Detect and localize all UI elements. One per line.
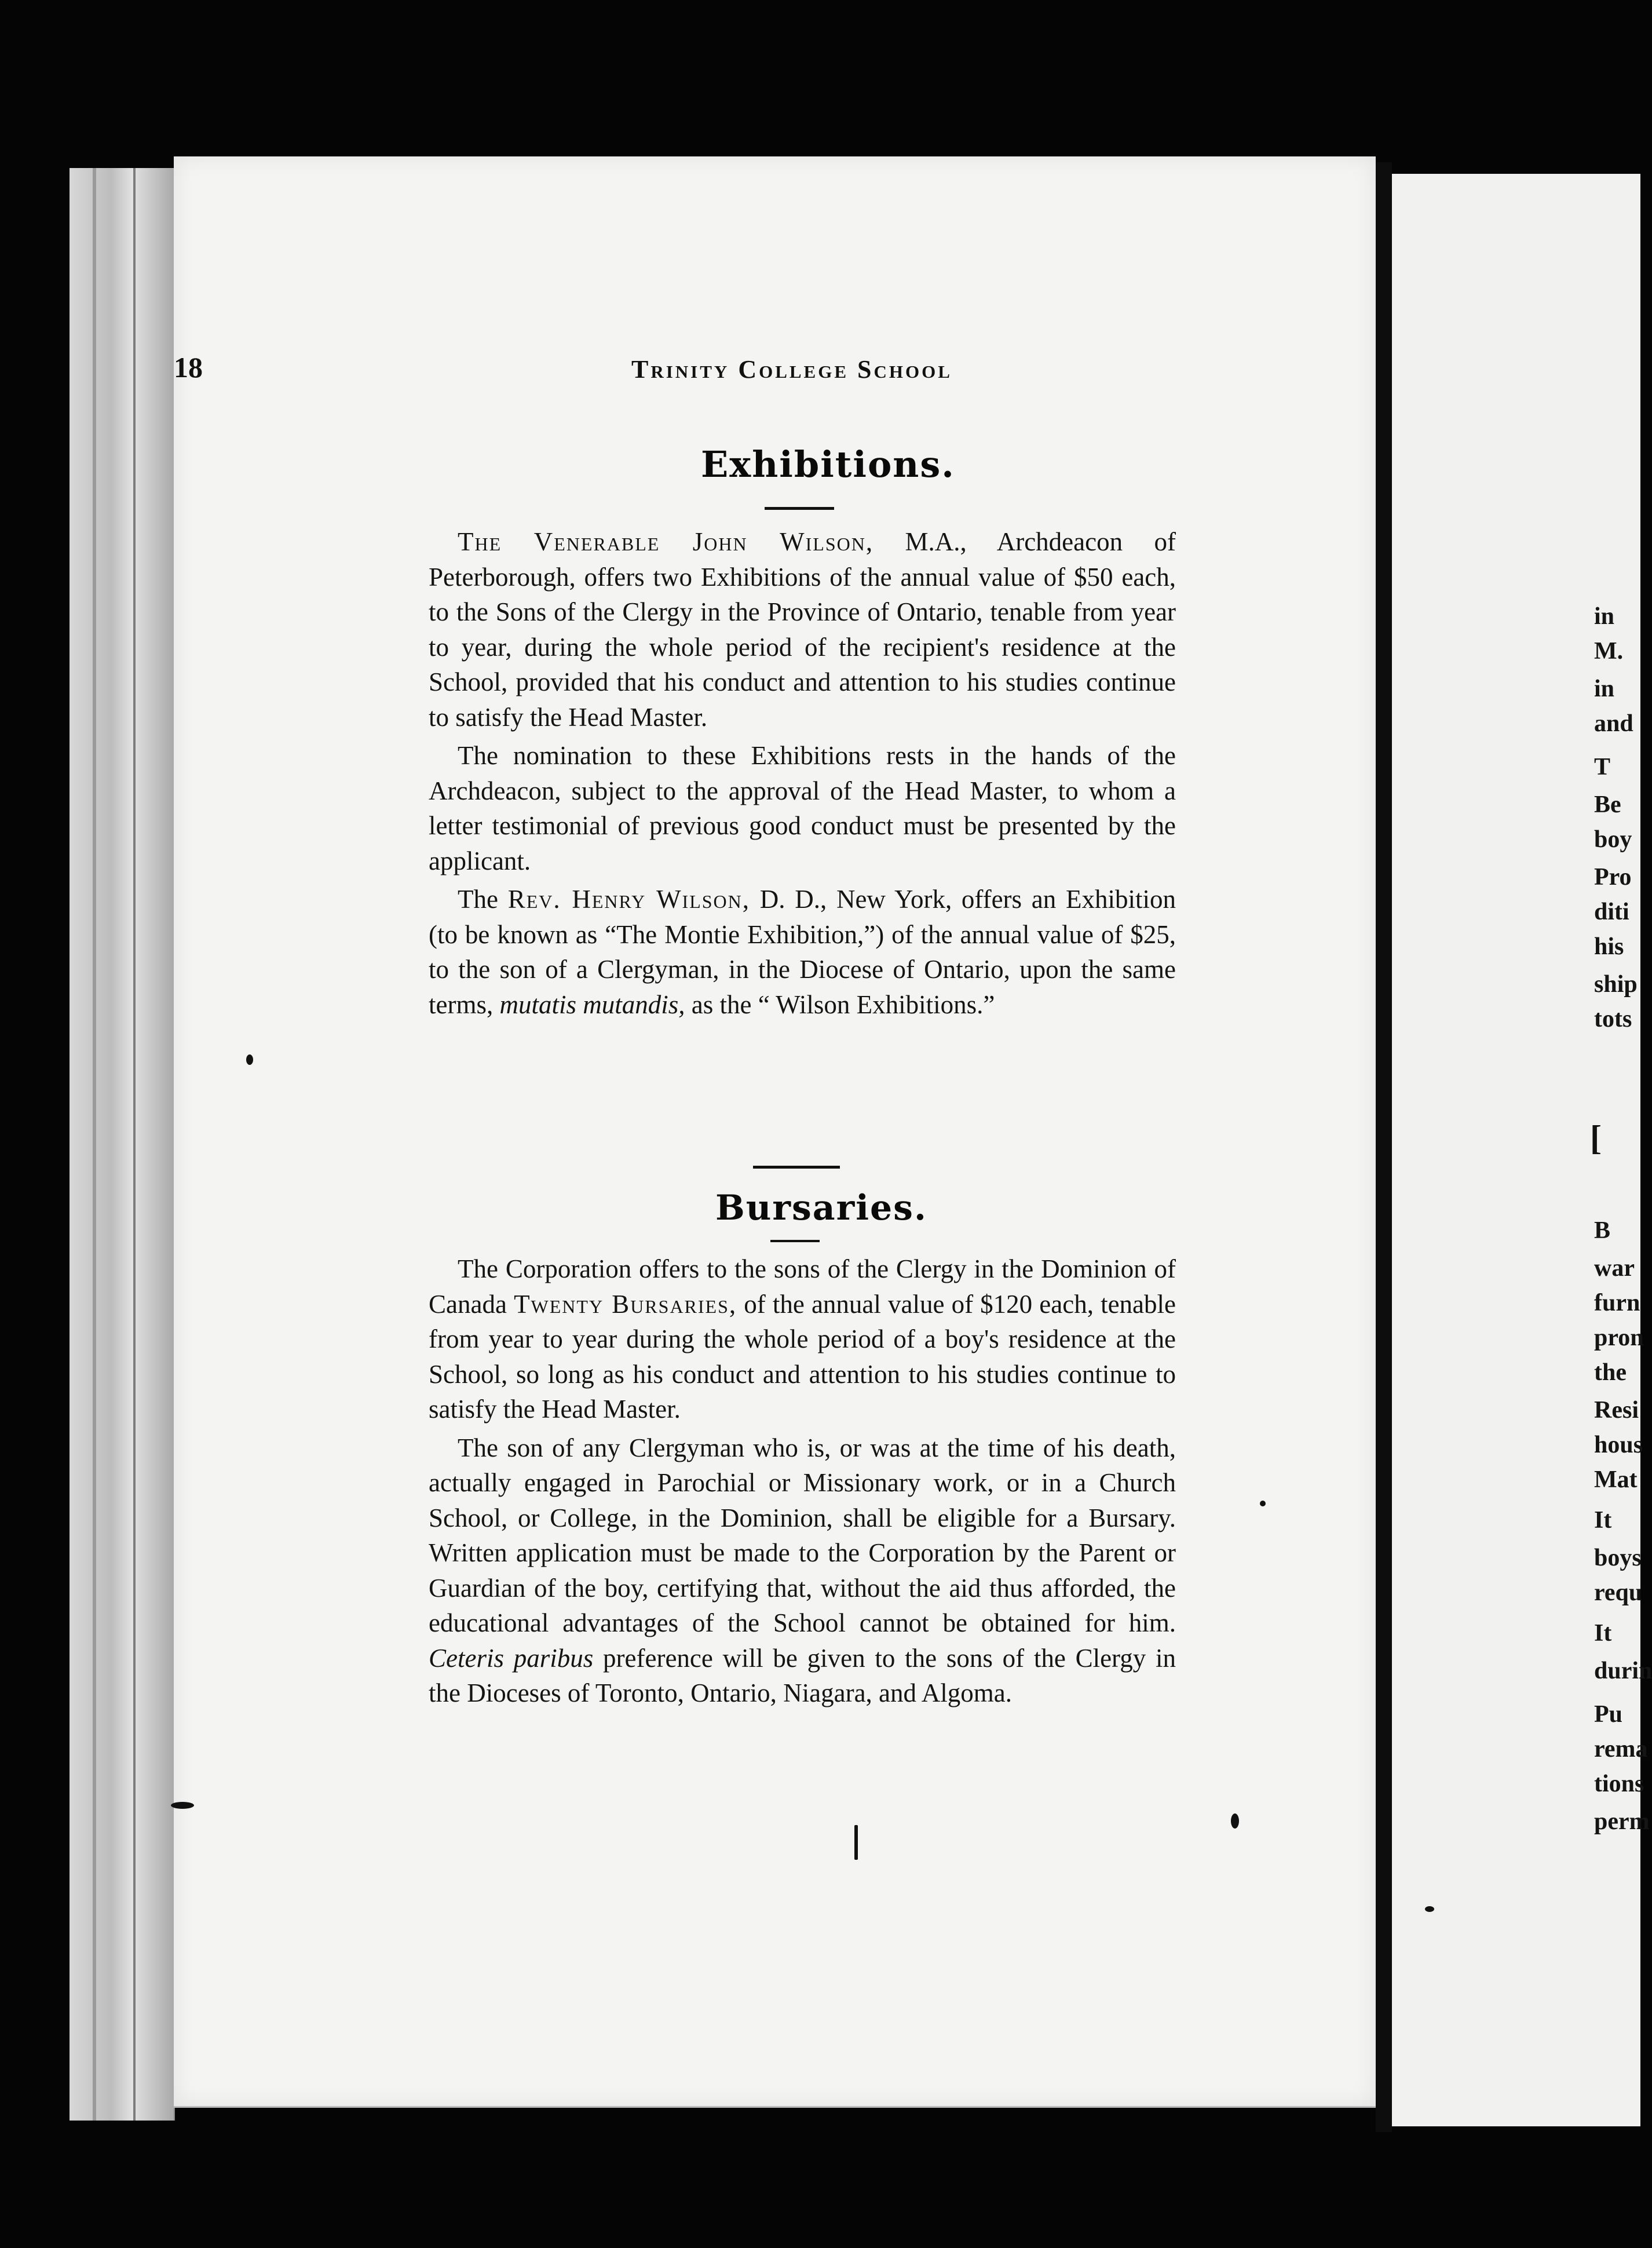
right-page-fragment: Pu <box>1594 1701 1623 1728</box>
exhibitions-latin-phrase: mutatis mutandis, <box>499 990 685 1019</box>
right-page-fragment: Be <box>1594 791 1621 818</box>
right-page-fragment: ship <box>1594 971 1638 998</box>
exhibitions-heading: Exhibitions. <box>701 443 955 486</box>
page-number: 18 <box>174 351 203 384</box>
exhibitions-paragraph-2: The nomination to these Exhibitions rests in the hands of the Archdeacon, subject to the approval of the Head Master, to whom a letter testimonial of previous good conduct must be presented by the applicant. <box>429 741 1176 875</box>
right-page-fragment: B <box>1594 1217 1611 1244</box>
right-page-fragment: Pro <box>1594 864 1632 891</box>
right-page-fragment: in <box>1594 603 1615 630</box>
scan-speck <box>1425 1906 1434 1912</box>
right-page-fragment: It <box>1594 1507 1612 1534</box>
bursaries-paragraph-2-text: The son of any Clergyman who is, or was at the time of his death, actually engaged in Parochial or Missionary work, or in a Church School, or College, in the Dominion, shall be eligible for a Bursary. Written application must be made to the Corporation by the Parent or Guardian of the boy, certifying that, without the aid thus afforded, the educational advantages of the School cannot be obtained for him. <box>429 1433 1176 1637</box>
bursaries-heading-rule <box>770 1240 820 1242</box>
exhibitions-paragraph-1 <box>429 524 1176 735</box>
right-page-fragment: diti <box>1594 899 1629 925</box>
scan-speck <box>171 1802 194 1809</box>
bursaries-body <box>429 1251 1176 1711</box>
right-page-fragment: M. <box>1594 638 1624 665</box>
right-page-fragment: the <box>1594 1359 1627 1386</box>
exhibitions-heading-rule <box>765 507 834 510</box>
right-page-fragment: hous <box>1594 1432 1643 1458</box>
right-page-fragment: durin <box>1594 1658 1652 1684</box>
book-binding <box>70 168 175 2121</box>
scan-speck <box>1260 1501 1266 1506</box>
right-page-fragment: tions <box>1594 1771 1644 1797</box>
exhibitions-paragraph-3-lead: The <box>458 885 508 914</box>
page-gutter <box>1376 162 1392 2132</box>
right-page-fragment: in <box>1594 676 1615 702</box>
right-page-fragment: tots <box>1594 1006 1632 1032</box>
section-divider-rule <box>753 1166 840 1169</box>
right-page-fragment: T <box>1594 754 1611 780</box>
bursaries-latin-phrase: Ceteris paribus <box>429 1643 594 1673</box>
right-page-fragment: boy <box>1594 826 1632 853</box>
bursaries-count-label: Twenty Bursaries, <box>514 1289 737 1319</box>
bursaries-paragraph-1-text: The Corporation offers to the sons of the Clergy in the Dominion of Canada <box>429 1254 1176 1319</box>
right-page-fragment: pron <box>1594 1324 1644 1351</box>
scan-speck <box>1231 1813 1239 1829</box>
right-page-fragment: and <box>1594 710 1633 737</box>
right-page-fragment: requ <box>1594 1579 1643 1606</box>
right-page-fragment: furn <box>1594 1290 1640 1316</box>
right-page-fragment: It <box>1594 1620 1612 1647</box>
exhibitions-paragraph-3-text: D. D., New York, offers an Exhibition (to be known as “The Montie Exhibition,”) of the annual value of $25, to the son of a Clergyman, in the Diocese of Ontario, upon the same terms, <box>429 885 1176 1019</box>
right-page-fragment: war <box>1594 1255 1635 1282</box>
right-page-fragment: his <box>1594 933 1624 960</box>
bursaries-paragraph-1-tail: of the annual value of $120 each, tenable from year to year during the whole period of a boy's residence at the School, so long as his conduct and attention to his studies continue to satisfy the Head Master. <box>429 1289 1176 1424</box>
exhibitions-donor-name: The Venerable John Wilson, <box>458 527 874 556</box>
bursaries-paragraph-1 <box>429 1251 1176 1427</box>
exhibitions-body <box>429 524 1176 1022</box>
right-page-fragment: perm <box>1594 1808 1650 1835</box>
running-title: Trinity College School <box>631 355 952 384</box>
bursaries-heading: Bursaries. <box>715 1188 927 1228</box>
exhibitions-paragraph-3 <box>429 882 1176 1022</box>
scan-speck <box>246 1054 253 1065</box>
right-page-bracket-mark: [ <box>1590 1119 1602 1157</box>
right-page-fragment: boys <box>1594 1545 1642 1571</box>
right-page-fragment: Resi <box>1594 1397 1639 1424</box>
bursaries-paragraph-2 <box>429 1430 1176 1711</box>
exhibitions-donor-name-2: Rev. Henry Wilson, <box>507 885 751 914</box>
exhibitions-paragraph-1-text: M.A., Archdeacon of Peterborough, offers two Exhibitions of the annual value of $50 each, to the Sons of the Clergy in the Province of Ontario, tenable from year to year, during the whole period of the recipient's residence at the School, provided that his conduct and attention to his studies continue to satisfy the Head Master. <box>429 527 1176 732</box>
bursaries-paragraph-2-tail: preference will be given to the sons of the Clergy in the Dioceses of Toronto, Ontario, Niagara, and Algoma. <box>429 1643 1176 1707</box>
right-page-fragment: Mat <box>1594 1466 1638 1493</box>
exhibitions-paragraph-3-tail: as the “ Wilson Exhibitions.” <box>685 990 995 1019</box>
right-page-fragment: rema <box>1594 1736 1648 1762</box>
scan-speck <box>854 1825 858 1860</box>
